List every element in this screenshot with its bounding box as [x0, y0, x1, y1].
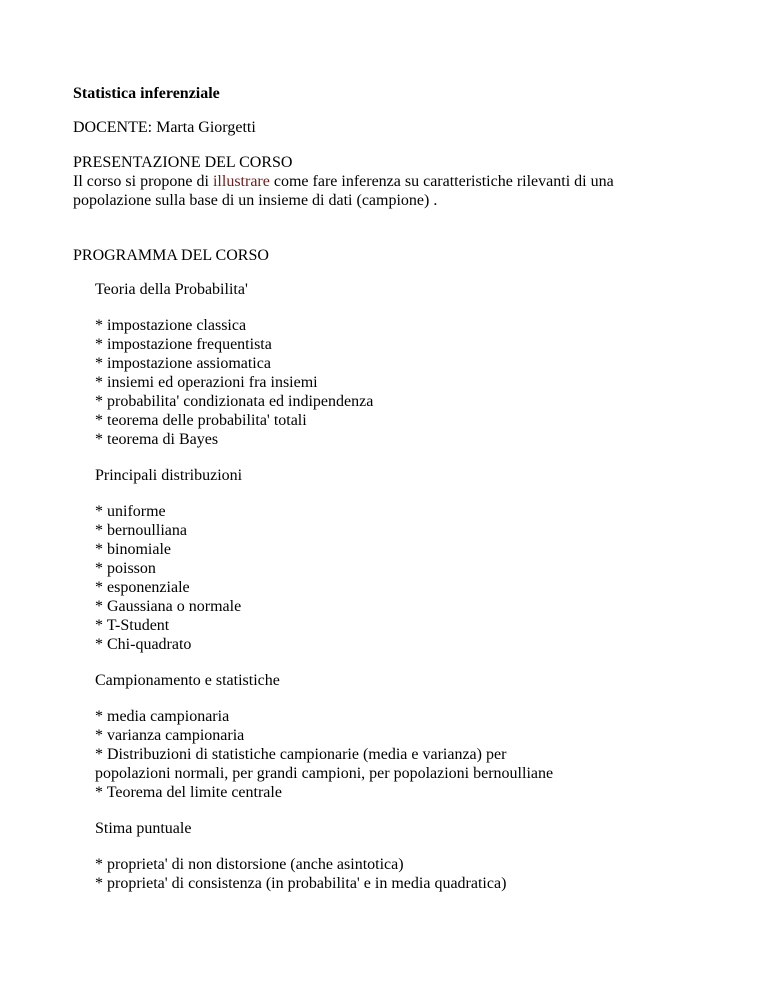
- presentazione-text-before: Il corso si propone di: [73, 173, 213, 190]
- list-item: * impostazione classica: [95, 317, 247, 334]
- section-heading-stima-puntuale: Stima puntuale: [95, 820, 192, 837]
- list-item: * Chi-quadrato: [95, 636, 192, 653]
- document-title: Statistica inferenziale: [73, 85, 220, 102]
- programma-heading: PROGRAMMA DEL CORSO: [73, 247, 269, 264]
- list-item: * Distribuzioni di statistiche campionarie (media e varianza) per: [95, 746, 507, 763]
- list-item: * varianza campionaria: [95, 727, 245, 744]
- list-item: * T-Student: [95, 617, 170, 634]
- presentazione-text-line2: popolazione sulla base di un insieme di dati (campione) .: [73, 192, 438, 209]
- programma-sections: [95, 280, 733, 893]
- list-item: * impostazione frequentista: [95, 336, 272, 353]
- section-heading-probabilita: Teoria della Probabilita': [95, 281, 248, 298]
- list-item: popolazioni normali, per grandi campioni, per popolazioni bernoulliane: [95, 765, 554, 782]
- list-item: * proprieta' di consistenza (in probabilita' e in media quadratica): [95, 875, 507, 892]
- list-item: * teorema di Bayes: [95, 431, 219, 448]
- list-item: * poisson: [95, 560, 156, 577]
- list-item: * uniforme: [95, 503, 166, 520]
- list-item: * impostazione assiomatica: [95, 355, 271, 372]
- docente-line: DOCENTE: Marta Giorgetti: [73, 119, 256, 136]
- list-item: * bernoulliana: [95, 522, 187, 539]
- list-item: * binomiale: [95, 541, 171, 558]
- list-item: * proprieta' di non distorsione (anche asintotica): [95, 856, 404, 873]
- presentazione-text-after: come fare inferenza su caratteristiche rilevanti di una: [269, 173, 614, 190]
- list-item: * Teorema del limite centrale: [95, 784, 282, 801]
- list-item: * teorema delle probabilita' totali: [95, 412, 307, 429]
- list-item: * probabilita' condizionata ed indipendenza: [95, 393, 374, 410]
- section-heading-campionamento: Campionamento e statistiche: [95, 672, 280, 689]
- list-item: * esponenziale: [95, 579, 190, 596]
- section-heading-distribuzioni: Principali distribuzioni: [95, 467, 243, 484]
- document-body: [73, 84, 733, 893]
- presentazione-heading: PRESENTAZIONE DEL CORSO: [73, 154, 293, 171]
- list-item: * insiemi ed operazioni fra insiemi: [95, 374, 318, 391]
- list-item: * media campionaria: [95, 708, 230, 725]
- list-item: * Gaussiana o normale: [95, 598, 242, 615]
- illustrare-link[interactable]: illustrare: [212, 173, 270, 190]
- presentazione-text: [73, 172, 733, 191]
